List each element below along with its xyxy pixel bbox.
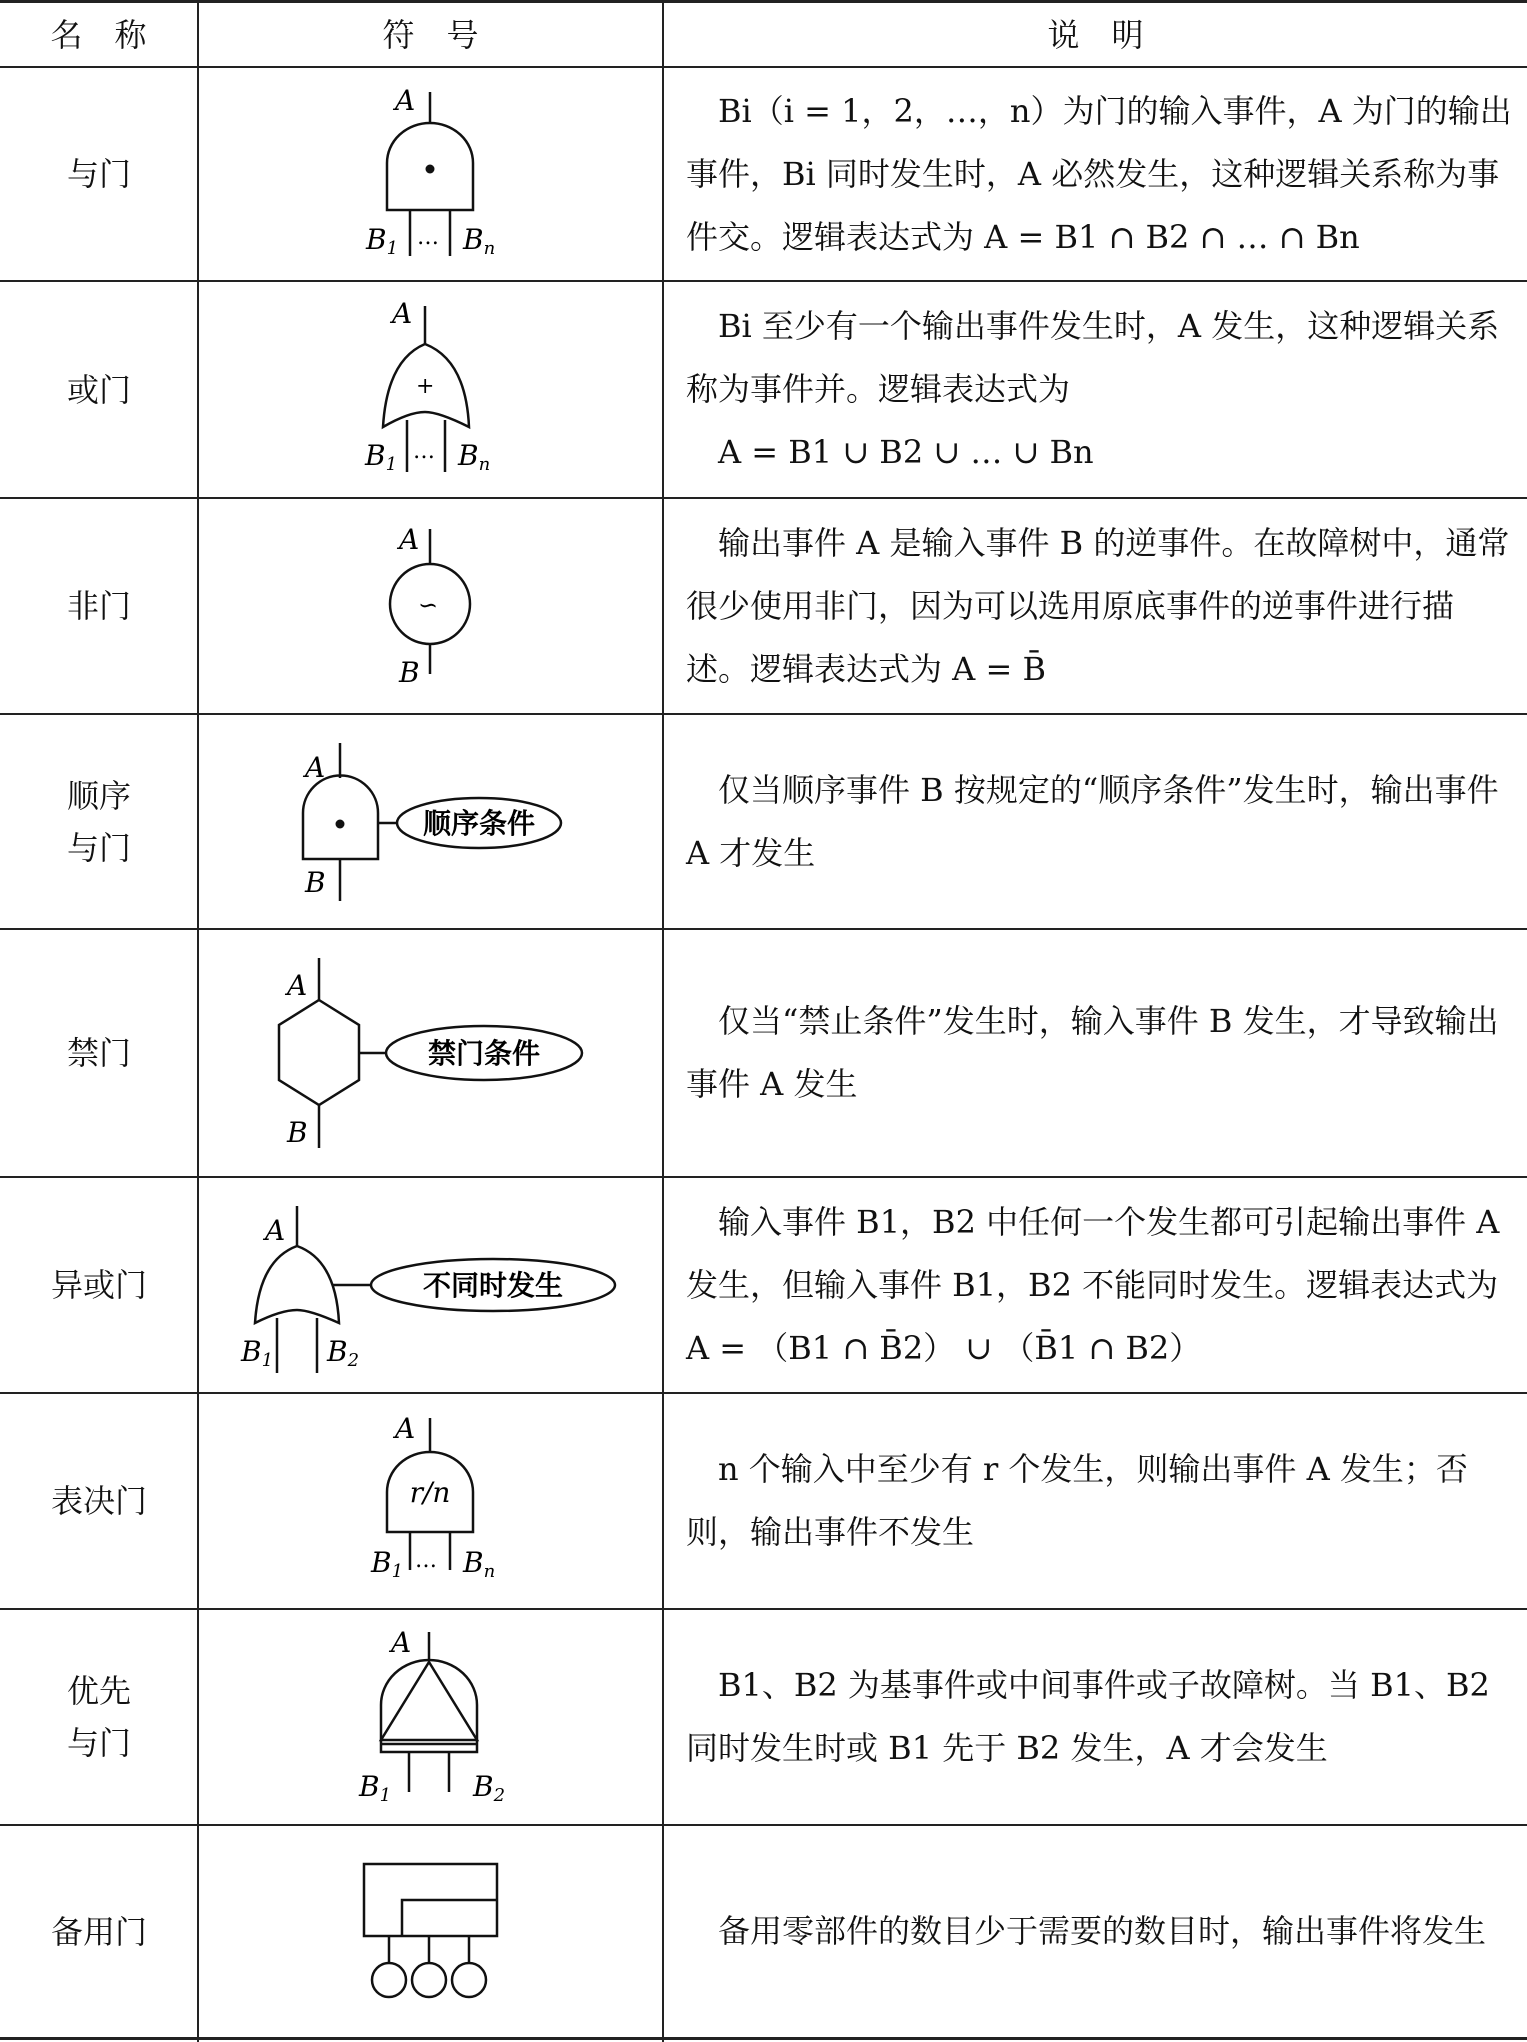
voting-gate-symbol <box>199 1394 661 1608</box>
gate-name-line: 与门 <box>66 828 131 867</box>
condition-label: 顺序条件 <box>422 807 536 840</box>
svg-text:B1: B1 <box>371 1546 404 1582</box>
header-name: 名 称 <box>50 16 147 54</box>
header-description: 说 明 <box>1047 16 1144 54</box>
output-label: A <box>395 84 416 117</box>
svg-text:B1: B1 <box>241 1335 274 1371</box>
gate-name <box>0 715 198 928</box>
svg-text:Bn: Bn <box>458 439 491 475</box>
svg-text:A: A <box>391 1626 412 1659</box>
svg-text:…: … <box>417 225 439 250</box>
svg-text:B2: B2 <box>327 1335 360 1371</box>
gate-name-line: 优先 <box>66 1672 131 1710</box>
svg-text:B: B <box>287 1116 308 1149</box>
gate-name <box>0 1610 198 1824</box>
input-label: B1 <box>366 223 399 259</box>
threshold-label: r/n <box>409 1476 451 1509</box>
header-symbol: 符 号 <box>382 16 479 54</box>
not-gate-symbol <box>199 499 661 713</box>
gate-name: 或门 <box>66 370 131 409</box>
svg-text:…: … <box>413 439 435 464</box>
svg-text:A: A <box>399 523 420 556</box>
condition-label: 不同时发生 <box>422 1269 564 1302</box>
gate-name: 备用门 <box>50 1912 147 1951</box>
svg-text:∽: ∽ <box>418 591 439 619</box>
gate-description: n 个输入中至少有 r 个发生，则输出事件 A 发生；否则，输出事件不发生 <box>686 1450 1468 1551</box>
spare-gate-symbol <box>199 1826 661 2037</box>
svg-text:B: B <box>305 866 326 899</box>
gate-description: B1、B2 为基事件或中间事件或子故障树。当 B1、B2 同时发生时或 B1 先于 B2 发生，A 才会发生 <box>686 1666 1490 1767</box>
svg-text:B1: B1 <box>365 439 398 475</box>
gate-name: 禁门 <box>66 1034 131 1072</box>
gate-name: 异或门 <box>50 1266 147 1304</box>
xor-gate-symbol <box>199 1178 661 1392</box>
gate-description: 备用零部件的数目少于需要的数目时，输出事件将发生 <box>718 1912 1487 1950</box>
and-gate-symbol <box>199 68 661 280</box>
svg-text:B1: B1 <box>359 1770 392 1806</box>
svg-text:A: A <box>265 1214 286 1247</box>
gate-description: 仅当“禁止条件”发生时，输入事件 B 发生，才导致输出事件 A 发生 <box>686 1002 1499 1103</box>
svg-text:B: B <box>399 656 420 689</box>
gate-name: 表决门 <box>50 1482 147 1520</box>
inhibit-gate-symbol <box>199 930 661 1176</box>
svg-text:A: A <box>305 751 326 784</box>
svg-text:…: … <box>415 1548 437 1573</box>
svg-text:+: + <box>416 374 435 399</box>
gate-description: Bi 至少有一个输出事件发生时，A 发生，这种逻辑关系称为事件并。逻辑表达式为 A = B1 ∪ B2 ∪ … ∪ Bn <box>686 307 1500 471</box>
svg-text:Bn: Bn <box>463 1546 496 1582</box>
or-gate-symbol <box>199 282 661 497</box>
condition-label: 禁门条件 <box>427 1037 541 1070</box>
priority-and-gate-symbol <box>199 1610 661 1824</box>
svg-text:A: A <box>287 969 308 1002</box>
svg-text:A: A <box>395 1412 416 1445</box>
input-label: Bn <box>463 223 496 259</box>
gate-description: 仅当顺序事件 B 按规定的“顺序条件”发生时，输出事件 A 才发生 <box>686 770 1499 872</box>
gate-description: 输入事件 B1，B2 中任何一个发生都可引起输出事件 A 发生，但输入事件 B1，B2 不能同时发生。逻辑表达式为 A = （B1 ∩ B̄2） ∪ （B̄1 ∩ B2） <box>686 1202 1500 1367</box>
sequential-and-gate-symbol <box>199 715 661 928</box>
gate-description: Bi（i = 1，2，…，n）为门的输入事件，A 为门的输出事件，Bi 同时发生时，A 必然发生，这种逻辑关系称为事件交。逻辑表达式为 A = B1 ∩ B2 ∩ … ∩ Bn <box>686 91 1512 256</box>
gate-description: 输出事件 A 是输入事件 B 的逆事件。在故障树中，通常很少使用非门，因为可以选用原底事件的逆事件进行描述。逻辑表达式为 A = B̄ <box>686 523 1510 688</box>
table-bottom-border <box>0 2037 1527 2040</box>
gate-name: 与门 <box>66 155 131 193</box>
svg-text:B2: B2 <box>473 1770 506 1806</box>
gate-name-line: 顺序 <box>66 776 131 815</box>
gate-name-line: 与门 <box>66 1724 131 1762</box>
svg-text:A: A <box>392 297 413 330</box>
gate-name: 非门 <box>66 587 131 625</box>
